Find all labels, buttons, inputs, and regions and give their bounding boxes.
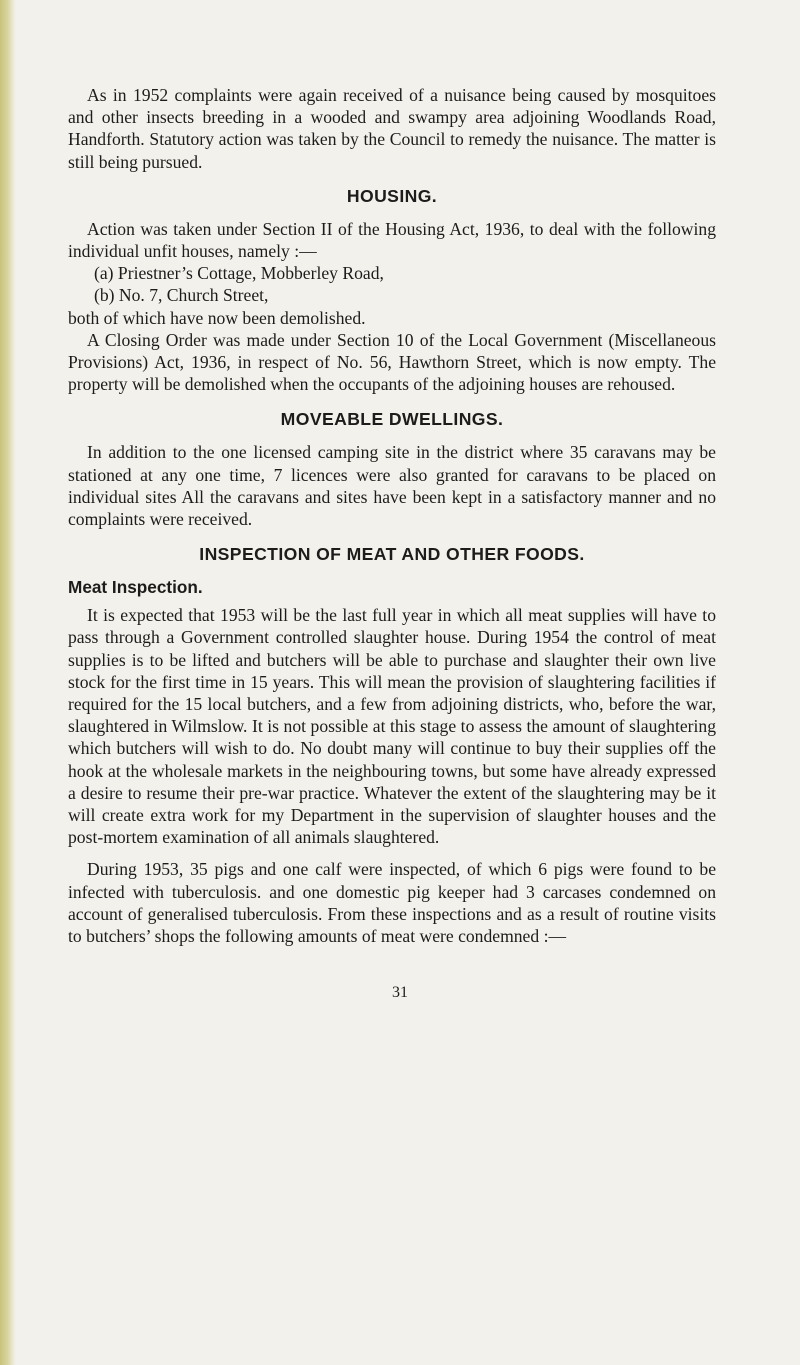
moveable-dwellings-paragraph: In addition to the one licensed camping site in the district where 35 caravans may be stationed at any one time, 7 licences were also granted for caravans to be placed on individual sites All the caravans and sites have been kept in a satisfactory manner and no complaints were received. — [68, 442, 716, 530]
page-number: 31 — [392, 984, 408, 1001]
list-item: (b) No. 7, Church Street, — [94, 285, 269, 306]
meat-inspection-subheading: Meat Inspection. — [68, 577, 203, 598]
inspection-paragraph-2: During 1953, 35 pigs and one calf were inspected, of which 6 pigs were found to be infected with tuberculosis. and one domestic pig keeper had 3 carcases condemned on account of generalised tuberculosis. From these inspections and as a result of routine visits to butchers’ shops the following amounts of meat were condemned :— — [68, 859, 716, 947]
moveable-dwellings-heading: MOVEABLE DWELLINGS. — [280, 409, 504, 430]
housing-heading: HOUSING. — [346, 185, 438, 206]
housing-paragraph-2: A Closing Order was made under Section 10 of the Local Government (Miscellaneous Provisions) Act, 1936, in respect of No. 56, Hawthorn Street, which is now empty. The property will be demolished when the occupants of the adjoining houses are rehoused. — [68, 329, 716, 395]
list-item: (a) Priestner’s Cottage, Mobberley Road, — [94, 263, 384, 284]
intro-paragraph: As in 1952 complaints were again received of a nuisance being caused by mosquitoes and other insects breeding in a wooded and swampy area adjoining Woodlands Road, Handforth. Statutory action was taken by the Council to remedy the nuisance. The matter is still being pursued. — [68, 85, 716, 172]
housing-after-list: both of which have now been demolished. — [68, 307, 366, 328]
page-spine-shadow — [0, 0, 16, 1365]
unfit-houses-list — [68, 262, 716, 306]
housing-paragraph-1: Action was taken under Section II of the Housing Act, 1936, to deal with the following individual unfit houses, namely :— — [68, 218, 716, 262]
document-page — [68, 84, 716, 947]
inspection-paragraph-1: It is expected that 1953 will be the last full year in which all meat supplies will have to pass through a Government controlled slaughter house. During 1954 the control of meat supplies is to be lifted and butchers will be able to purchase and slaughter their own live stock for the first time in 15 years. This will mean the provision of slaughtering facilities if required for the 15 local butchers, and a few from adjoining districts, who, before the war, slaughtered in Wilmslow. It is not possible at this stage to assess the amount of slaughtering which butchers will wish to do. No doubt many will continue to buy their supplies off the hook at the wholesale markets in the neighbouring towns, but some have already expressed a desire to resume their pre-war practice. Whatever the extent of the slaughtering may be it will create extra work for my Department in the supervision of slaughter houses and the post-mortem examination of all animals slaughtered. — [68, 605, 716, 848]
inspection-heading: INSPECTION OF MEAT AND OTHER FOODS. — [199, 544, 585, 565]
